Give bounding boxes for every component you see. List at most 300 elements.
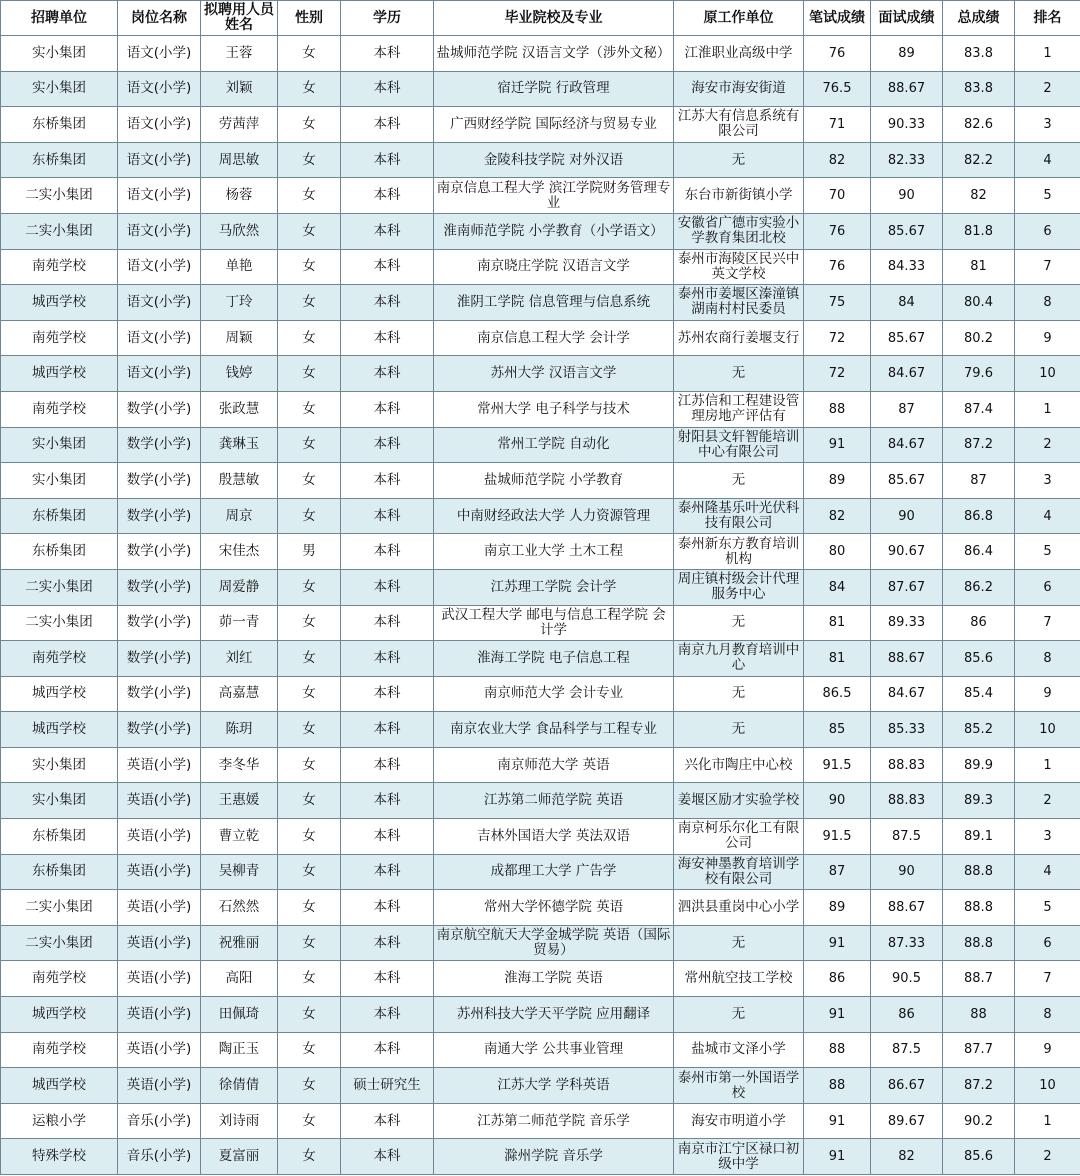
cell-unit: 运粮小学 bbox=[1, 1103, 118, 1139]
cell-education: 本科 bbox=[341, 712, 434, 748]
cell-position: 语文(小学) bbox=[118, 249, 201, 285]
cell-name: 陶正玉 bbox=[201, 1032, 278, 1068]
cell-gender: 女 bbox=[278, 1139, 341, 1175]
cell-education: 本科 bbox=[341, 178, 434, 214]
cell-unit: 南苑学校 bbox=[1, 391, 118, 427]
cell-school-major: 成都理工大学 广告学 bbox=[434, 854, 674, 890]
cell-rank: 5 bbox=[1015, 178, 1080, 214]
cell-former-employer: 无 bbox=[674, 463, 804, 499]
cell-position: 英语(小学) bbox=[118, 961, 201, 997]
cell-education: 本科 bbox=[341, 285, 434, 321]
cell-position: 语文(小学) bbox=[118, 285, 201, 321]
cell-school-major: 淮海工学院 电子信息工程 bbox=[434, 641, 674, 677]
cell-name: 王蓉 bbox=[201, 36, 278, 72]
cell-written-score: 91.5 bbox=[804, 747, 871, 783]
cell-position: 数学(小学) bbox=[118, 463, 201, 499]
cell-name: 周京 bbox=[201, 498, 278, 534]
cell-unit: 东桥集团 bbox=[1, 142, 118, 178]
table-row bbox=[1, 356, 1080, 392]
cell-unit: 实小集团 bbox=[1, 783, 118, 819]
cell-unit: 东桥集团 bbox=[1, 107, 118, 143]
cell-written-score: 89 bbox=[804, 463, 871, 499]
cell-total-score: 88.8 bbox=[943, 854, 1015, 890]
cell-former-employer: 泗洪县重岗中心小学 bbox=[674, 890, 804, 926]
cell-education: 本科 bbox=[341, 961, 434, 997]
cell-education: 本科 bbox=[341, 605, 434, 641]
table-row bbox=[1, 783, 1080, 819]
cell-gender: 女 bbox=[278, 783, 341, 819]
cell-gender: 女 bbox=[278, 498, 341, 534]
cell-school-major: 淮阴工学院 信息管理与信息系统 bbox=[434, 285, 674, 321]
cell-school-major: 广西财经学院 国际经济与贸易专业 bbox=[434, 107, 674, 143]
cell-name: 杨蓉 bbox=[201, 178, 278, 214]
cell-gender: 女 bbox=[278, 36, 341, 72]
cell-school-major: 苏州科技大学天平学院 应用翻译 bbox=[434, 997, 674, 1033]
cell-gender: 女 bbox=[278, 213, 341, 249]
cell-unit: 二实小集团 bbox=[1, 213, 118, 249]
cell-written-score: 87 bbox=[804, 854, 871, 890]
cell-position: 语文(小学) bbox=[118, 71, 201, 107]
cell-gender: 女 bbox=[278, 285, 341, 321]
cell-written-score: 75 bbox=[804, 285, 871, 321]
cell-name: 夏富丽 bbox=[201, 1139, 278, 1175]
cell-education: 本科 bbox=[341, 107, 434, 143]
cell-rank: 1 bbox=[1015, 36, 1080, 72]
cell-gender: 男 bbox=[278, 534, 341, 570]
cell-position: 语文(小学) bbox=[118, 320, 201, 356]
table-row bbox=[1, 391, 1080, 427]
cell-position: 音乐(小学) bbox=[118, 1139, 201, 1175]
cell-name: 宋佳杰 bbox=[201, 534, 278, 570]
cell-gender: 女 bbox=[278, 854, 341, 890]
table-row bbox=[1, 890, 1080, 926]
cell-gender: 女 bbox=[278, 427, 341, 463]
cell-position: 英语(小学) bbox=[118, 747, 201, 783]
cell-education: 本科 bbox=[341, 747, 434, 783]
cell-former-employer: 无 bbox=[674, 712, 804, 748]
cell-gender: 女 bbox=[278, 1068, 341, 1104]
table-row bbox=[1, 925, 1080, 961]
cell-interview-score: 87.5 bbox=[871, 1032, 943, 1068]
cell-interview-score: 88.67 bbox=[871, 71, 943, 107]
cell-total-score: 85.2 bbox=[943, 712, 1015, 748]
table-row bbox=[1, 961, 1080, 997]
cell-position: 语文(小学) bbox=[118, 356, 201, 392]
header-row bbox=[1, 1, 1080, 36]
cell-former-employer: 兴化市陶庄中心校 bbox=[674, 747, 804, 783]
cell-rank: 4 bbox=[1015, 498, 1080, 534]
cell-rank: 10 bbox=[1015, 712, 1080, 748]
cell-unit: 南苑学校 bbox=[1, 961, 118, 997]
table-row bbox=[1, 534, 1080, 570]
cell-rank: 8 bbox=[1015, 997, 1080, 1033]
cell-former-employer: 泰州市姜堰区溱潼镇湖南村村民委员 bbox=[674, 285, 804, 321]
cell-rank: 2 bbox=[1015, 71, 1080, 107]
cell-written-score: 91 bbox=[804, 925, 871, 961]
cell-school-major: 南京师范大学 会计专业 bbox=[434, 676, 674, 712]
cell-position: 英语(小学) bbox=[118, 925, 201, 961]
cell-interview-score: 85.67 bbox=[871, 463, 943, 499]
cell-position: 语文(小学) bbox=[118, 107, 201, 143]
cell-interview-score: 89 bbox=[871, 36, 943, 72]
cell-rank: 2 bbox=[1015, 427, 1080, 463]
cell-name: 丁玲 bbox=[201, 285, 278, 321]
cell-position: 英语(小学) bbox=[118, 890, 201, 926]
cell-gender: 女 bbox=[278, 1032, 341, 1068]
cell-interview-score: 87 bbox=[871, 391, 943, 427]
cell-school-major: 滁州学院 音乐学 bbox=[434, 1139, 674, 1175]
cell-rank: 9 bbox=[1015, 676, 1080, 712]
cell-written-score: 86.5 bbox=[804, 676, 871, 712]
header-rank: 排名 bbox=[1015, 1, 1080, 36]
cell-school-major: 金陵科技学院 对外汉语 bbox=[434, 142, 674, 178]
cell-name: 殷慧敏 bbox=[201, 463, 278, 499]
cell-rank: 6 bbox=[1015, 925, 1080, 961]
cell-interview-score: 84.67 bbox=[871, 676, 943, 712]
cell-name: 刘诗雨 bbox=[201, 1103, 278, 1139]
cell-total-score: 79.6 bbox=[943, 356, 1015, 392]
cell-gender: 女 bbox=[278, 712, 341, 748]
cell-school-major: 常州大学怀德学院 英语 bbox=[434, 890, 674, 926]
cell-total-score: 83.8 bbox=[943, 36, 1015, 72]
cell-school-major: 南京信息工程大学 滨江学院财务管理专业 bbox=[434, 178, 674, 214]
cell-gender: 女 bbox=[278, 356, 341, 392]
cell-interview-score: 88.67 bbox=[871, 641, 943, 677]
cell-gender: 女 bbox=[278, 107, 341, 143]
cell-interview-score: 90 bbox=[871, 178, 943, 214]
cell-written-score: 82 bbox=[804, 498, 871, 534]
cell-former-employer: 海安神墨教育培训学校有限公司 bbox=[674, 854, 804, 890]
cell-position: 语文(小学) bbox=[118, 36, 201, 72]
cell-school-major: 淮南师范学院 小学教育（小学语文） bbox=[434, 213, 674, 249]
cell-rank: 4 bbox=[1015, 142, 1080, 178]
table-row bbox=[1, 71, 1080, 107]
cell-education: 本科 bbox=[341, 320, 434, 356]
cell-total-score: 83.8 bbox=[943, 71, 1015, 107]
cell-total-score: 86 bbox=[943, 605, 1015, 641]
cell-name: 陈玥 bbox=[201, 712, 278, 748]
cell-gender: 女 bbox=[278, 1103, 341, 1139]
header-written-score: 笔试成绩 bbox=[804, 1, 871, 36]
cell-unit: 东桥集团 bbox=[1, 498, 118, 534]
cell-position: 数学(小学) bbox=[118, 498, 201, 534]
cell-gender: 女 bbox=[278, 747, 341, 783]
cell-name: 王惠媛 bbox=[201, 783, 278, 819]
cell-unit: 实小集团 bbox=[1, 71, 118, 107]
cell-interview-score: 90.5 bbox=[871, 961, 943, 997]
cell-total-score: 80.2 bbox=[943, 320, 1015, 356]
cell-rank: 5 bbox=[1015, 534, 1080, 570]
cell-interview-score: 86 bbox=[871, 997, 943, 1033]
cell-rank: 9 bbox=[1015, 320, 1080, 356]
cell-interview-score: 84.67 bbox=[871, 356, 943, 392]
cell-rank: 6 bbox=[1015, 569, 1080, 605]
cell-rank: 8 bbox=[1015, 285, 1080, 321]
cell-written-score: 91 bbox=[804, 427, 871, 463]
cell-rank: 1 bbox=[1015, 391, 1080, 427]
cell-written-score: 89 bbox=[804, 890, 871, 926]
cell-unit: 东桥集团 bbox=[1, 819, 118, 855]
cell-unit: 东桥集团 bbox=[1, 534, 118, 570]
cell-unit: 南苑学校 bbox=[1, 641, 118, 677]
cell-unit: 二实小集团 bbox=[1, 569, 118, 605]
cell-gender: 女 bbox=[278, 605, 341, 641]
table-row bbox=[1, 569, 1080, 605]
cell-rank: 2 bbox=[1015, 1139, 1080, 1175]
cell-written-score: 81 bbox=[804, 605, 871, 641]
cell-interview-score: 88.83 bbox=[871, 747, 943, 783]
cell-rank: 3 bbox=[1015, 819, 1080, 855]
cell-position: 数学(小学) bbox=[118, 641, 201, 677]
cell-school-major: 盐城师范学院 小学教育 bbox=[434, 463, 674, 499]
cell-gender: 女 bbox=[278, 391, 341, 427]
cell-rank: 5 bbox=[1015, 890, 1080, 926]
cell-school-major: 江苏第二师范学院 英语 bbox=[434, 783, 674, 819]
cell-name: 刘颖 bbox=[201, 71, 278, 107]
cell-gender: 女 bbox=[278, 463, 341, 499]
cell-education: 本科 bbox=[341, 925, 434, 961]
cell-written-score: 71 bbox=[804, 107, 871, 143]
cell-written-score: 70 bbox=[804, 178, 871, 214]
cell-education: 本科 bbox=[341, 854, 434, 890]
cell-interview-score: 84.67 bbox=[871, 427, 943, 463]
cell-school-major: 南通大学 公共事业管理 bbox=[434, 1032, 674, 1068]
header-name: 拟聘用人员姓名 bbox=[201, 1, 278, 36]
cell-position: 英语(小学) bbox=[118, 997, 201, 1033]
cell-former-employer: 泰州新东方教育培训机构 bbox=[674, 534, 804, 570]
cell-school-major: 中南财经政法大学 人力资源管理 bbox=[434, 498, 674, 534]
cell-interview-score: 88.67 bbox=[871, 890, 943, 926]
table-row bbox=[1, 605, 1080, 641]
table-row bbox=[1, 997, 1080, 1033]
cell-interview-score: 87.67 bbox=[871, 569, 943, 605]
cell-interview-score: 88.83 bbox=[871, 783, 943, 819]
header-interview-score: 面试成绩 bbox=[871, 1, 943, 36]
table-body bbox=[1, 36, 1080, 1175]
cell-written-score: 76 bbox=[804, 213, 871, 249]
cell-gender: 女 bbox=[278, 320, 341, 356]
cell-rank: 3 bbox=[1015, 463, 1080, 499]
cell-written-score: 72 bbox=[804, 356, 871, 392]
cell-school-major: 南京航空航天大学金城学院 英语（国际贸易） bbox=[434, 925, 674, 961]
cell-unit: 城西学校 bbox=[1, 712, 118, 748]
cell-former-employer: 东台市新街镇小学 bbox=[674, 178, 804, 214]
cell-position: 英语(小学) bbox=[118, 1032, 201, 1068]
cell-name: 钱婷 bbox=[201, 356, 278, 392]
table-row bbox=[1, 142, 1080, 178]
cell-school-major: 江苏第二师范学院 音乐学 bbox=[434, 1103, 674, 1139]
table-row bbox=[1, 498, 1080, 534]
table-row bbox=[1, 36, 1080, 72]
cell-interview-score: 89.67 bbox=[871, 1103, 943, 1139]
cell-total-score: 82.6 bbox=[943, 107, 1015, 143]
table-row bbox=[1, 249, 1080, 285]
cell-school-major: 盐城师范学院 汉语言文学（涉外文秘） bbox=[434, 36, 674, 72]
cell-written-score: 84 bbox=[804, 569, 871, 605]
cell-interview-score: 86.67 bbox=[871, 1068, 943, 1104]
cell-education: 本科 bbox=[341, 71, 434, 107]
cell-total-score: 87.7 bbox=[943, 1032, 1015, 1068]
cell-school-major: 宿迁学院 行政管理 bbox=[434, 71, 674, 107]
cell-name: 张政慧 bbox=[201, 391, 278, 427]
cell-former-employer: 无 bbox=[674, 605, 804, 641]
cell-total-score: 86.8 bbox=[943, 498, 1015, 534]
cell-unit: 二实小集团 bbox=[1, 925, 118, 961]
cell-former-employer: 海安市明道小学 bbox=[674, 1103, 804, 1139]
cell-position: 数学(小学) bbox=[118, 676, 201, 712]
table-row bbox=[1, 1103, 1080, 1139]
cell-name: 高嘉慧 bbox=[201, 676, 278, 712]
cell-written-score: 72 bbox=[804, 320, 871, 356]
cell-position: 语文(小学) bbox=[118, 178, 201, 214]
cell-former-employer: 盐城市文泽小学 bbox=[674, 1032, 804, 1068]
table-row bbox=[1, 1068, 1080, 1104]
cell-name: 田佩琦 bbox=[201, 997, 278, 1033]
cell-total-score: 89.3 bbox=[943, 783, 1015, 819]
cell-unit: 实小集团 bbox=[1, 747, 118, 783]
cell-name: 刘红 bbox=[201, 641, 278, 677]
cell-name: 李冬华 bbox=[201, 747, 278, 783]
cell-gender: 女 bbox=[278, 890, 341, 926]
cell-position: 语文(小学) bbox=[118, 142, 201, 178]
cell-written-score: 91 bbox=[804, 1103, 871, 1139]
cell-school-major: 苏州大学 汉语言文学 bbox=[434, 356, 674, 392]
cell-former-employer: 无 bbox=[674, 356, 804, 392]
cell-written-score: 90 bbox=[804, 783, 871, 819]
cell-written-score: 82 bbox=[804, 142, 871, 178]
cell-unit: 南苑学校 bbox=[1, 249, 118, 285]
cell-former-employer: 泰州市海陵区民兴中英文学校 bbox=[674, 249, 804, 285]
header-unit: 招聘单位 bbox=[1, 1, 118, 36]
cell-gender: 女 bbox=[278, 997, 341, 1033]
cell-unit: 城西学校 bbox=[1, 356, 118, 392]
cell-interview-score: 84.33 bbox=[871, 249, 943, 285]
cell-written-score: 76 bbox=[804, 249, 871, 285]
cell-total-score: 80.4 bbox=[943, 285, 1015, 321]
cell-education: 本科 bbox=[341, 463, 434, 499]
cell-education: 本科 bbox=[341, 1139, 434, 1175]
cell-former-employer: 江苏大有信息系统有限公司 bbox=[674, 107, 804, 143]
cell-interview-score: 87.33 bbox=[871, 925, 943, 961]
cell-school-major: 南京晓庄学院 汉语言文学 bbox=[434, 249, 674, 285]
cell-written-score: 81 bbox=[804, 641, 871, 677]
table-row bbox=[1, 854, 1080, 890]
cell-unit: 二实小集团 bbox=[1, 890, 118, 926]
cell-interview-score: 85.33 bbox=[871, 712, 943, 748]
cell-written-score: 91 bbox=[804, 997, 871, 1033]
table-row bbox=[1, 819, 1080, 855]
cell-gender: 女 bbox=[278, 641, 341, 677]
cell-rank: 8 bbox=[1015, 641, 1080, 677]
cell-written-score: 88 bbox=[804, 1032, 871, 1068]
cell-education: 本科 bbox=[341, 569, 434, 605]
cell-unit: 实小集团 bbox=[1, 463, 118, 499]
cell-gender: 女 bbox=[278, 71, 341, 107]
cell-school-major: 南京工业大学 土木工程 bbox=[434, 534, 674, 570]
cell-total-score: 89.1 bbox=[943, 819, 1015, 855]
cell-name: 龚琳玉 bbox=[201, 427, 278, 463]
cell-education: 本科 bbox=[341, 498, 434, 534]
cell-education: 硕士研究生 bbox=[341, 1068, 434, 1104]
cell-former-employer: 南京柯乐尔化工有限公司 bbox=[674, 819, 804, 855]
table-row bbox=[1, 1139, 1080, 1175]
cell-total-score: 85.6 bbox=[943, 641, 1015, 677]
cell-unit: 实小集团 bbox=[1, 427, 118, 463]
cell-written-score: 91 bbox=[804, 1139, 871, 1175]
cell-total-score: 89.9 bbox=[943, 747, 1015, 783]
cell-unit: 二实小集团 bbox=[1, 605, 118, 641]
cell-former-employer: 苏州农商行姜堰支行 bbox=[674, 320, 804, 356]
cell-rank: 10 bbox=[1015, 1068, 1080, 1104]
cell-gender: 女 bbox=[278, 249, 341, 285]
cell-name: 石然然 bbox=[201, 890, 278, 926]
cell-education: 本科 bbox=[341, 36, 434, 72]
cell-former-employer: 海安市海安街道 bbox=[674, 71, 804, 107]
cell-name: 马欣然 bbox=[201, 213, 278, 249]
cell-school-major: 常州大学 电子科学与技术 bbox=[434, 391, 674, 427]
cell-former-employer: 射阳县文轩智能培训中心有限公司 bbox=[674, 427, 804, 463]
cell-written-score: 91.5 bbox=[804, 819, 871, 855]
cell-unit: 城西学校 bbox=[1, 285, 118, 321]
table-row bbox=[1, 1032, 1080, 1068]
cell-written-score: 88 bbox=[804, 391, 871, 427]
cell-school-major: 武汉工程大学 邮电与信息工程学院 会计学 bbox=[434, 605, 674, 641]
cell-former-employer: 常州航空技工学校 bbox=[674, 961, 804, 997]
cell-position: 语文(小学) bbox=[118, 213, 201, 249]
cell-written-score: 88 bbox=[804, 1068, 871, 1104]
cell-written-score: 76.5 bbox=[804, 71, 871, 107]
cell-education: 本科 bbox=[341, 1032, 434, 1068]
cell-former-employer: 姜堰区励才实验学校 bbox=[674, 783, 804, 819]
cell-former-employer: 安徽省广德市实验小学教育集团北校 bbox=[674, 213, 804, 249]
cell-name: 高阳 bbox=[201, 961, 278, 997]
cell-interview-score: 82 bbox=[871, 1139, 943, 1175]
cell-name: 徐倩倩 bbox=[201, 1068, 278, 1104]
cell-former-employer: 泰州市第一外国语学校 bbox=[674, 1068, 804, 1104]
cell-unit: 南苑学校 bbox=[1, 320, 118, 356]
cell-name: 祝雅丽 bbox=[201, 925, 278, 961]
cell-school-major: 江苏大学 学科英语 bbox=[434, 1068, 674, 1104]
cell-total-score: 86.2 bbox=[943, 569, 1015, 605]
cell-rank: 6 bbox=[1015, 213, 1080, 249]
cell-education: 本科 bbox=[341, 213, 434, 249]
cell-position: 英语(小学) bbox=[118, 783, 201, 819]
cell-school-major: 吉林外国语大学 英法双语 bbox=[434, 819, 674, 855]
cell-gender: 女 bbox=[278, 142, 341, 178]
cell-school-major: 淮海工学院 英语 bbox=[434, 961, 674, 997]
cell-gender: 女 bbox=[278, 925, 341, 961]
cell-gender: 女 bbox=[278, 819, 341, 855]
cell-education: 本科 bbox=[341, 783, 434, 819]
cell-interview-score: 90 bbox=[871, 854, 943, 890]
cell-school-major: 常州工学院 自动化 bbox=[434, 427, 674, 463]
cell-position: 英语(小学) bbox=[118, 819, 201, 855]
cell-education: 本科 bbox=[341, 819, 434, 855]
table-row bbox=[1, 213, 1080, 249]
table-row bbox=[1, 463, 1080, 499]
table-row bbox=[1, 712, 1080, 748]
cell-gender: 女 bbox=[278, 178, 341, 214]
cell-name: 曹立乾 bbox=[201, 819, 278, 855]
cell-written-score: 76 bbox=[804, 36, 871, 72]
cell-former-employer: 无 bbox=[674, 676, 804, 712]
cell-former-employer: 泰州隆基乐叶光伏科技有限公司 bbox=[674, 498, 804, 534]
cell-school-major: 南京信息工程大学 会计学 bbox=[434, 320, 674, 356]
header-school-major: 毕业院校及专业 bbox=[434, 1, 674, 36]
cell-total-score: 87.2 bbox=[943, 427, 1015, 463]
cell-unit: 城西学校 bbox=[1, 676, 118, 712]
header-total-score: 总成绩 bbox=[943, 1, 1015, 36]
